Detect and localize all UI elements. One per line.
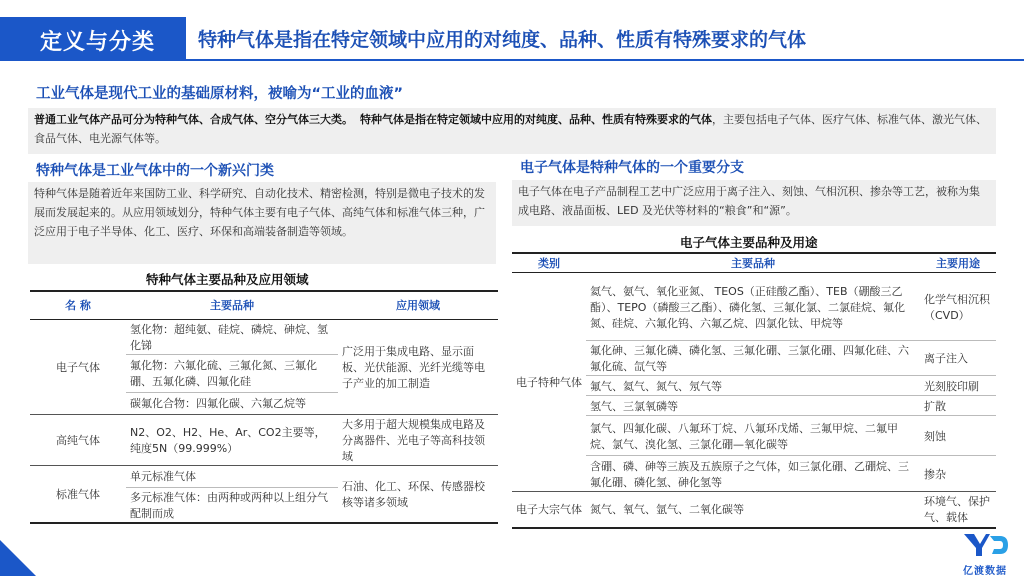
row-name: 电子气体 bbox=[30, 319, 126, 414]
row-variety: 氮气、氧气、氩气、二氧化碳等 bbox=[590, 503, 744, 517]
col-name: 名 称 bbox=[65, 299, 91, 313]
header-divider bbox=[186, 59, 1024, 61]
row-variety: 氟气、氦气、氮气、氖气等 bbox=[590, 379, 722, 393]
electronic-gas-table bbox=[512, 252, 996, 529]
left-panel bbox=[28, 182, 496, 264]
row-application: 广泛用于集成电路、显示面板、光伏能源、光纤光缆等电子产业的加工制造 bbox=[338, 319, 498, 414]
row-usage: 掺杂 bbox=[924, 467, 946, 481]
intro-rest: ，主要包括电子气体、医疗气体、标准气体、激光气体、食品气体、电光源气体等。 bbox=[34, 113, 987, 145]
logo-text: 亿渡数据 bbox=[963, 566, 1007, 577]
row-variety: 氦气、氨气、氧化亚氮、 TEOS（正硅酸乙酯）、TEB（硼酸三乙酯）、TEPO（磷酸三乙酯）、磷化氢、三氟化氯、二氯硅烷、氟化氮、硅烷、六氟化钨、六氟乙烷、四氯化钛、甲烷等 bbox=[590, 284, 905, 330]
col-category: 类别 bbox=[538, 257, 560, 270]
page-subtitle: 特种气体是指在特定领域中应用的对纯度、品种、性质有特殊要求的气体 bbox=[198, 29, 807, 51]
intro-heading: 工业气体是现代工业的基础原材料，被喻为“工业的血液” bbox=[36, 86, 404, 102]
row-usage: 离子注入 bbox=[924, 352, 968, 365]
left-heading: 特种气体是工业气体中的一个新兴门类 bbox=[36, 163, 274, 179]
row-name: 高纯气体 bbox=[56, 433, 100, 447]
right-table-title: 电子气体主要品种及用途 bbox=[680, 235, 818, 250]
logo-mark-icon bbox=[960, 530, 1010, 558]
row-application: 大多用于超大规模集成电路及分离器件、光电子等高科技领域 bbox=[342, 417, 485, 463]
table-row bbox=[512, 273, 996, 341]
intro-bold-2: 特种气体是指在特定领域中应用的对纯度、品种、性质有特殊要求的气体 bbox=[360, 113, 712, 126]
left-table-title: 特种气体主要品种及应用领域 bbox=[146, 272, 309, 287]
row-application: 石油、化工、环保、传感器校核等诸多领域 bbox=[338, 465, 498, 523]
right-body: 电子气体在电子产品制程工艺中广泛应用于离子注入、刻蚀、气相沉积、掺杂等工艺，被称为集成电路、液晶面板、LED 及光伏等材料的“粮食”和“源”。 bbox=[518, 185, 980, 217]
col-variety: 主要品种 bbox=[731, 257, 775, 270]
col-application: 应用领域 bbox=[396, 299, 440, 313]
row-variety: 氟化砷、三氟化磷、磷化氢、三氟化硼、三氯化硼、四氟化硅、六氟化硫、氙气等 bbox=[590, 344, 909, 373]
row-usage: 环境气、保护气、载体 bbox=[924, 495, 990, 525]
header-title-box bbox=[0, 17, 186, 61]
row-variety: 氟化物：六氟化硫、三氟化氮、三氟化硼、五氟化磷、四氟化硅 bbox=[130, 359, 317, 388]
left-body: 特种气体是随着近年来国防工业、科学研究、自动化技术、精密检测，特别是微电子技术的发展而发展起来的。从应用领域划分，特种气体主要有电子气体、高纯气体和标准气体三种，广泛应用于电子半导体、化工、医疗、环保和高端装备制造等领域。 bbox=[34, 187, 485, 238]
row-variety: 氢化物：超纯氨、硅烷、磷烷、砷烷、氢化锑 bbox=[130, 322, 328, 352]
row-variety: N2、O2、H2、He、Ar、CO2主要等，纯度5N（99.999%） bbox=[130, 425, 326, 455]
row-category: 电子特种气体 bbox=[512, 273, 586, 492]
row-category: 电子大宗气体 bbox=[516, 503, 582, 517]
table-row bbox=[512, 492, 996, 528]
page-title: 定义与分类 bbox=[40, 30, 156, 55]
row-variety: 碳氟化合物：四氟化碳、六氟乙烷等 bbox=[130, 397, 306, 410]
right-panel bbox=[512, 180, 996, 226]
right-heading: 电子气体是特种气体的一个重要分支 bbox=[520, 160, 744, 176]
table-row bbox=[30, 414, 498, 465]
row-usage: 光刻胶印刷 bbox=[924, 379, 979, 393]
row-usage: 化学气相沉积（CVD） bbox=[924, 292, 990, 322]
row-usage: 刻蚀 bbox=[924, 429, 946, 443]
col-variety: 主要品种 bbox=[210, 299, 254, 313]
table-row bbox=[30, 465, 498, 487]
corner-decoration bbox=[0, 540, 36, 576]
company-logo bbox=[960, 530, 1010, 577]
row-variety: 含硼、磷、砷等三族及五族原子之气体，如三氯化硼、乙硼烷、三氟化硼、磷化氢、砷化氢等 bbox=[590, 459, 909, 489]
special-gas-table bbox=[30, 290, 498, 524]
table-row bbox=[30, 319, 498, 354]
row-variety: 氯气、四氟化碳、八氟环丁烷、八氟环戊烯、三氟甲烷、二氟甲烷、氯气、溴化氢、三氯化硼—氧化碳等 bbox=[590, 421, 898, 451]
row-variety: 单元标准气体 bbox=[130, 470, 196, 483]
row-variety: 氢气、三氯氧磷等 bbox=[590, 399, 678, 413]
intro-bold-1: 普通工业气体产品可分为特种气体、合成气体、空分气体三大类。 bbox=[34, 113, 353, 126]
row-name: 标准气体 bbox=[30, 465, 126, 523]
col-usage: 主要用途 bbox=[936, 257, 980, 270]
row-variety: 多元标准气体：由两种或两种以上组分气配制而成 bbox=[130, 490, 328, 520]
intro-panel bbox=[28, 108, 996, 154]
row-usage: 扩散 bbox=[924, 399, 946, 413]
